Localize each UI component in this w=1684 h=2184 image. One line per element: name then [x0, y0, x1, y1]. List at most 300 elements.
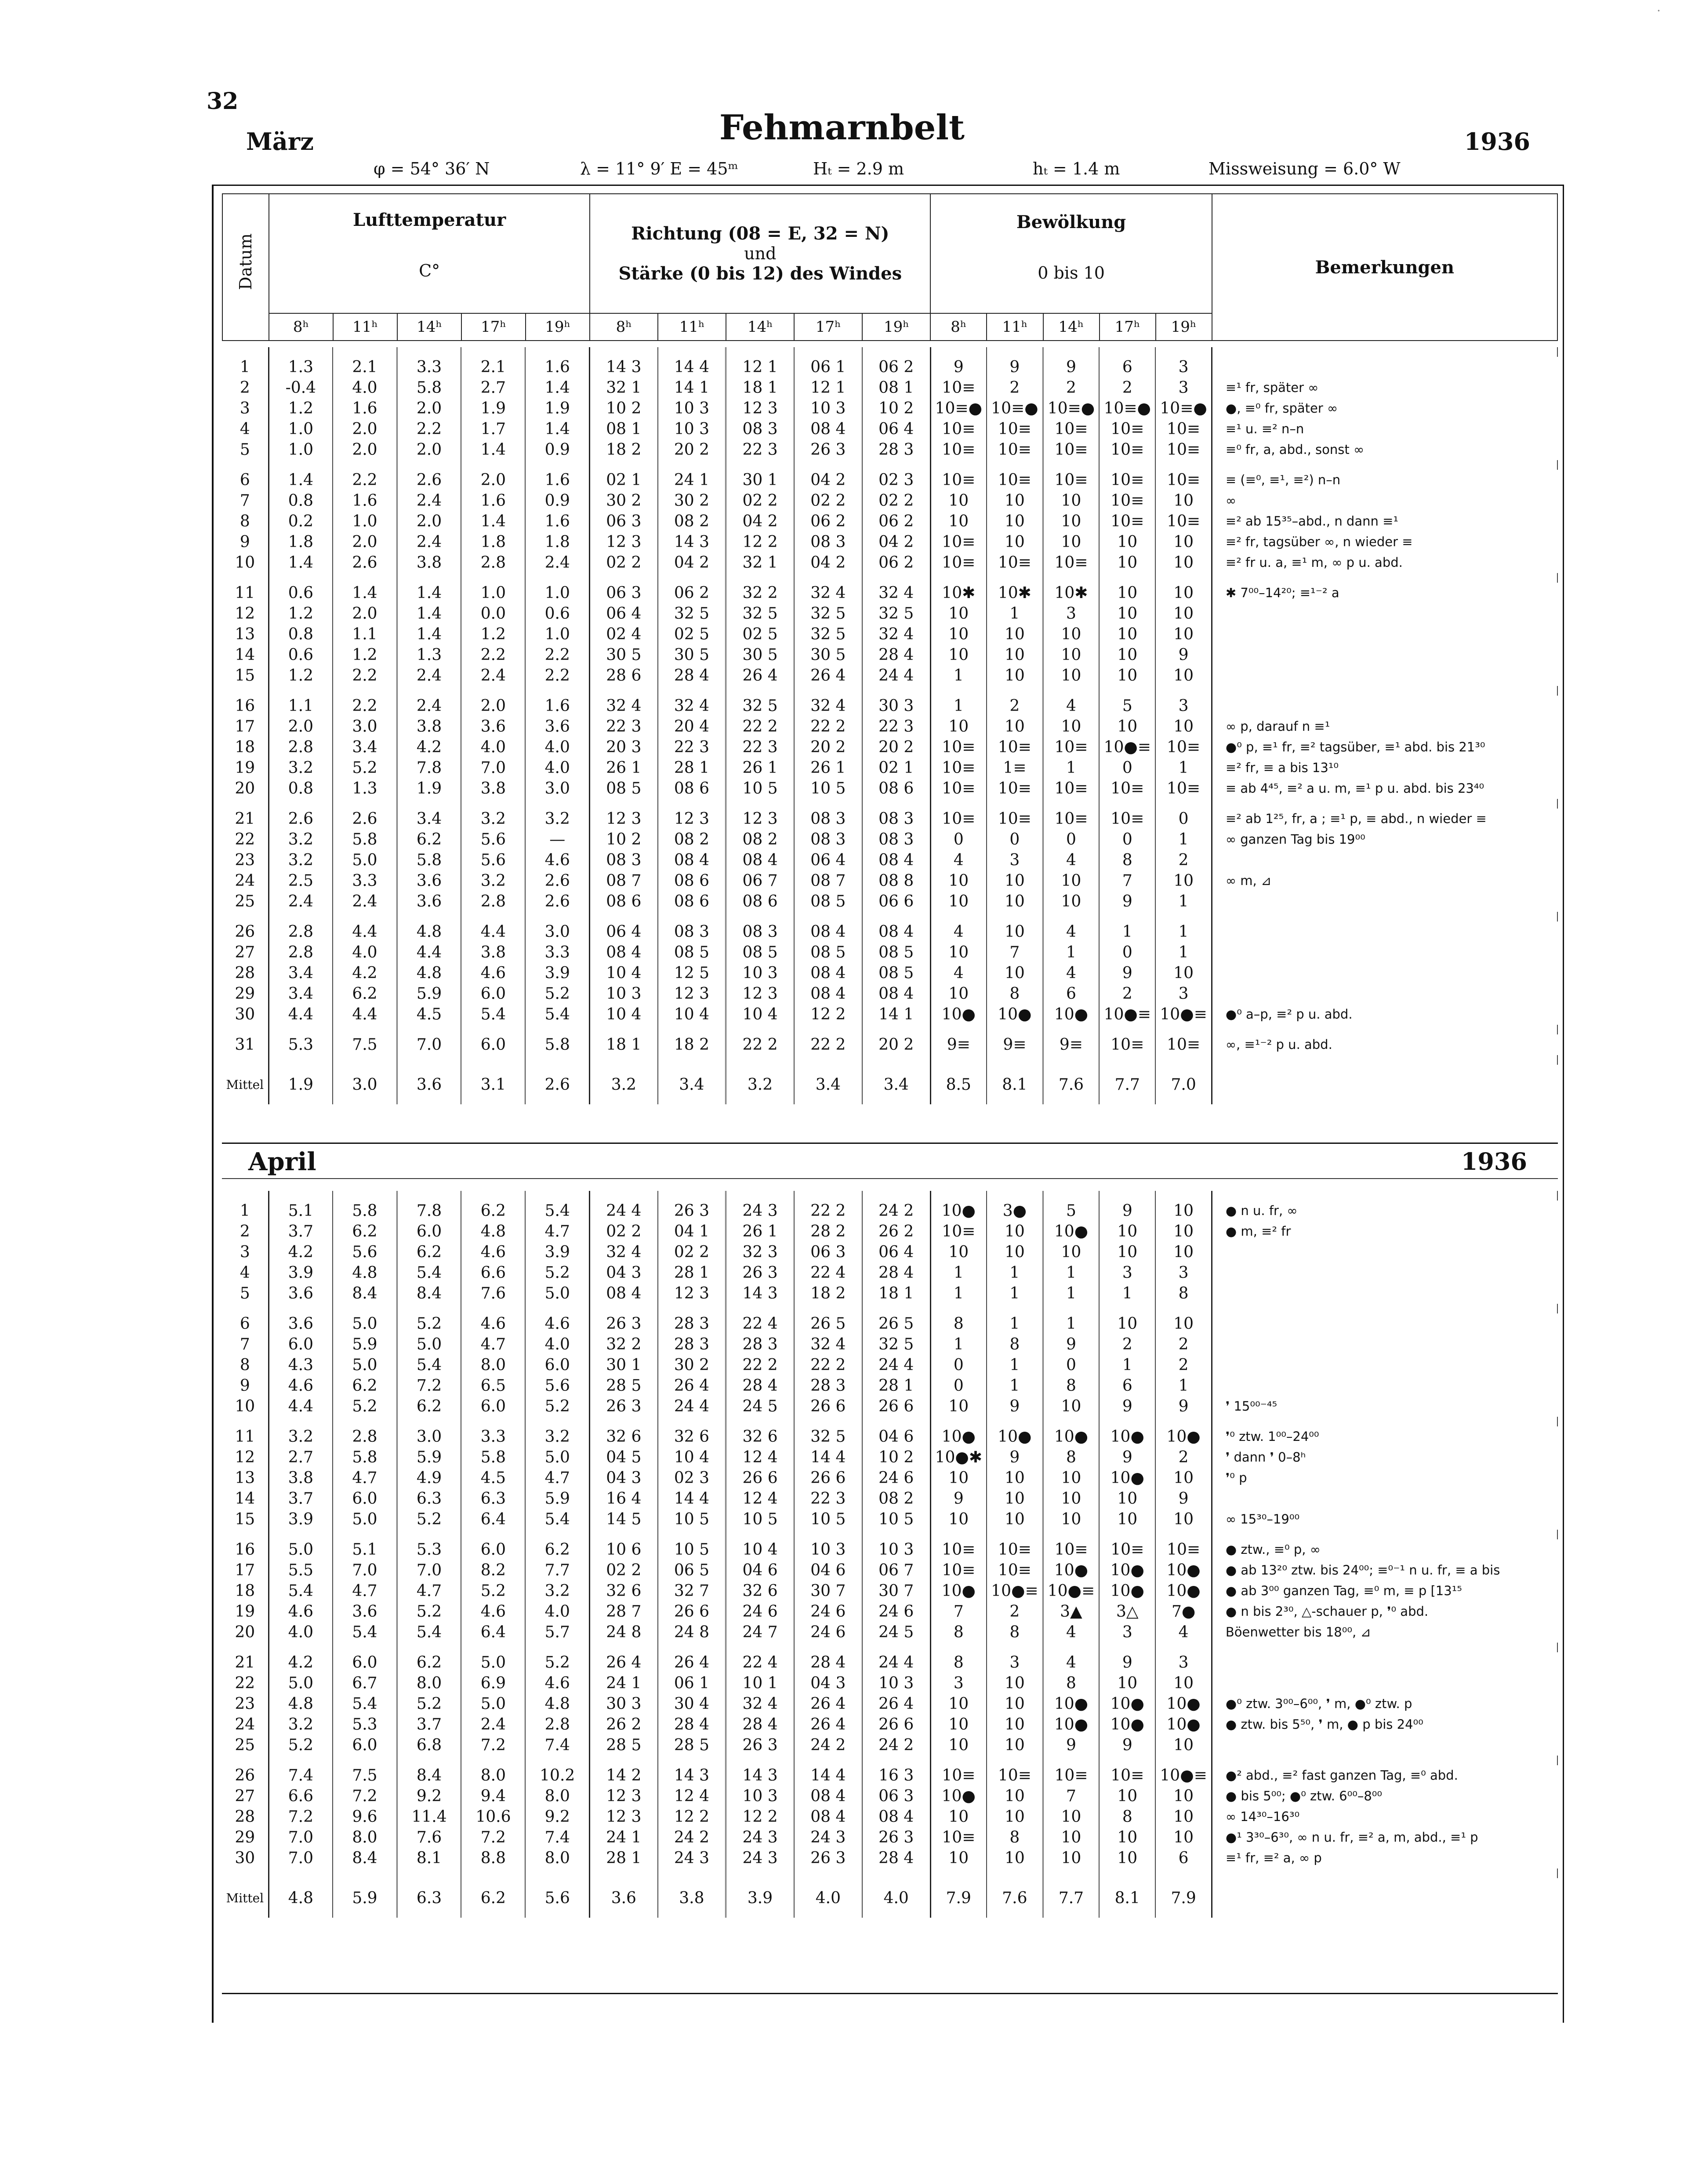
gap-cell — [1155, 912, 1212, 921]
mean-cloud: 7.7 — [1043, 1878, 1099, 1918]
temperature-cell: 6.3 — [397, 1488, 461, 1509]
gap-cell — [590, 1643, 658, 1652]
wind-cell: 14 2 — [590, 1765, 658, 1786]
wind-cell: 22 2 — [726, 1355, 794, 1375]
wind-cell: 06 4 — [862, 1242, 930, 1263]
cloud-cell: 10● — [1043, 1560, 1099, 1581]
wind-cell: 24 3 — [794, 1827, 862, 1848]
day-cell: 17 — [222, 1560, 269, 1581]
temperature-cell: 5.4 — [333, 1622, 397, 1643]
cloud-cell: 10≡ — [1099, 470, 1155, 490]
day-cell: 31 — [222, 1034, 269, 1055]
cloud-cell: 10● — [1099, 1468, 1155, 1488]
cloud-title: Bewölkung — [1016, 211, 1126, 232]
cloud-cell: 1 — [930, 696, 987, 716]
temperature-cell: 6.3 — [461, 1488, 525, 1509]
gap-cell — [269, 1417, 333, 1426]
wind-cell: 12 3 — [726, 809, 794, 829]
remark-cell: ● ab 13²⁰ ztw. bis 24⁰⁰; ≡⁰⁻¹ n u. fr, ≡ a bis — [1225, 1563, 1500, 1578]
day-cell: 17 — [222, 716, 269, 737]
cloud-cell: 10≡ — [1043, 737, 1099, 758]
cloud-cell: 10 — [1099, 532, 1155, 552]
gap-cell — [269, 1304, 333, 1313]
temperature-cell: 4.9 — [397, 1468, 461, 1488]
temperature-cell: 6.0 — [461, 1539, 525, 1560]
wind-cell: 04 2 — [658, 552, 726, 573]
cloud-cell: 10●≡ — [1043, 1581, 1099, 1601]
gap-cell — [397, 1530, 461, 1539]
mean-wind: 3.4 — [862, 1065, 930, 1104]
temperature-cell: 8.4 — [397, 1765, 461, 1786]
wind-cell: 04 3 — [590, 1468, 658, 1488]
gap-cell — [1212, 1868, 1557, 1878]
wind-cell: 06 2 — [862, 552, 930, 573]
cloud-cell: 9 — [1155, 645, 1212, 665]
gap-cell — [862, 686, 930, 696]
gap-cell — [1155, 460, 1212, 470]
gap-cell — [987, 1868, 1043, 1878]
remark-cell: ● m, ≡² fr — [1225, 1224, 1291, 1239]
cloud-cell: 10✱ — [987, 583, 1043, 603]
temperature-cell: 5.4 — [333, 1694, 397, 1714]
temperature-cell: 2.8 — [269, 921, 333, 942]
table-row — [222, 1334, 1557, 1355]
temperature-cell: 2.6 — [525, 891, 589, 912]
temperature-cell: 5.3 — [397, 1539, 461, 1560]
gap-cell — [794, 1643, 862, 1652]
temperature-cell: 1.3 — [269, 357, 333, 377]
time-header-t-0: 8ʰ — [269, 313, 333, 341]
wind-cell: 24 3 — [726, 1848, 794, 1868]
wind-cell: 30 2 — [658, 1355, 726, 1375]
sea-height: Hₜ = 2.9 m — [813, 159, 904, 178]
cloud-cell: 1 — [987, 1355, 1043, 1375]
datum-label: Datum — [236, 233, 256, 290]
temperature-cell: 7.2 — [461, 1827, 525, 1848]
table-row — [222, 1673, 1557, 1694]
temperature-cell: 5.8 — [333, 829, 397, 850]
temperature-cell: 6.8 — [397, 1735, 461, 1756]
cloud-cell: 10≡ — [1099, 439, 1155, 460]
gap-cell — [590, 1530, 658, 1539]
remark-cell — [1212, 603, 1557, 624]
temperature-cell: 5.0 — [461, 1652, 525, 1673]
gap-cell — [397, 1025, 461, 1034]
temperature-cell: 2.0 — [461, 696, 525, 716]
remark-cell: ● ab 3⁰⁰ ganzen Tag, ≡⁰ m, ≡ p [13¹⁵ — [1225, 1583, 1462, 1598]
temperature-cell: 3.6 — [269, 1313, 333, 1334]
gap-cell — [1043, 799, 1099, 809]
temperature-cell: 0.8 — [269, 624, 333, 645]
cloud-cell: 1≡ — [987, 758, 1043, 778]
day-cell: 27 — [222, 942, 269, 963]
gap-cell — [930, 460, 987, 470]
table-row — [222, 1622, 1557, 1643]
gap-cell — [1099, 686, 1155, 696]
wind-cell: 32 5 — [794, 624, 862, 645]
wind-cell: 10 4 — [590, 963, 658, 983]
table-row — [222, 1004, 1557, 1025]
wind-cell: 08 5 — [794, 891, 862, 912]
gap-cell — [222, 1417, 269, 1426]
temperature-cell: 3.2 — [461, 871, 525, 891]
wind-cell: 14 1 — [862, 1004, 930, 1025]
table-row — [222, 737, 1557, 758]
wind-cell: 26 3 — [794, 1848, 862, 1868]
wind-cell: 08 4 — [794, 921, 862, 942]
day-cell: 26 — [222, 1765, 269, 1786]
wind-cell: 28 2 — [794, 1221, 862, 1242]
remark-cell: ❜ 15⁰⁰⁻⁴⁵ — [1225, 1399, 1278, 1414]
gap-cell — [590, 1417, 658, 1426]
temperature-cell: 8.0 — [333, 1827, 397, 1848]
wind-cell: 06 3 — [862, 1786, 930, 1807]
cloud-cell: 10≡ — [1155, 419, 1212, 439]
cloud-cell: 10 — [1043, 1509, 1099, 1530]
remark-cell: ≡² fr, tagsüber ∞, n wieder ≡ — [1225, 534, 1413, 549]
cloud-cell: 10 — [1043, 891, 1099, 912]
temperature-cell: 7.2 — [269, 1807, 333, 1827]
temperature-cell: 3.8 — [461, 778, 525, 799]
wind-cell: 24 1 — [590, 1673, 658, 1694]
wind-cell: 26 6 — [862, 1396, 930, 1417]
temperature-cell: 6.6 — [269, 1786, 333, 1807]
cloud-cell: 3 — [1155, 983, 1212, 1004]
wind-cell: 08 5 — [658, 942, 726, 963]
temperature-cell: 0.9 — [525, 439, 589, 460]
wind-cell: 08 3 — [794, 532, 862, 552]
temperature-cell: 2.0 — [269, 716, 333, 737]
wind-cell: 24 4 — [862, 1652, 930, 1673]
gap-cell — [930, 912, 987, 921]
gap-cell — [1099, 347, 1155, 357]
cloud-cell: 10●≡ — [1099, 737, 1155, 758]
cloud-cell: 2 — [1155, 850, 1212, 871]
gap-cell — [1099, 1868, 1155, 1878]
wind-cell: 24 6 — [862, 1468, 930, 1488]
wind-cell: 06 1 — [794, 357, 862, 377]
temperature-cell: 1.8 — [461, 532, 525, 552]
temperature-cell: — — [525, 829, 589, 850]
gap-cell — [794, 1304, 862, 1313]
gap-cell — [1043, 1530, 1099, 1539]
cloud-cell: 9 — [1099, 1447, 1155, 1468]
temperature-cell: 7.4 — [525, 1735, 589, 1756]
temperature-cell: 1.6 — [333, 490, 397, 511]
gap-cell — [269, 1530, 333, 1539]
table-row — [222, 1221, 1557, 1242]
cloud-cell: 10 — [1099, 1827, 1155, 1848]
remark-cell: ●⁰ p, ≡¹ fr, ≡² tagsüber, ≡¹ abd. bis 21³⁰ — [1225, 740, 1485, 755]
wind-cell: 12 3 — [726, 983, 794, 1004]
temperature-cell: 7.6 — [397, 1827, 461, 1848]
cloud-cell: 3 — [1155, 696, 1212, 716]
remark-cell: ≡² fr, ≡ a bis 13¹⁰ — [1225, 760, 1339, 775]
table-row — [222, 871, 1557, 891]
cloud-cell: 10 — [1155, 1242, 1212, 1263]
cloud-cell: 3● — [987, 1201, 1043, 1221]
mean-row — [222, 1878, 1557, 1918]
gap-cell — [987, 573, 1043, 583]
table-row — [222, 942, 1557, 963]
temperature-cell: 3.3 — [525, 942, 589, 963]
cloud-cell: 10● — [987, 1004, 1043, 1025]
temperature-cell: 1.4 — [269, 552, 333, 573]
gap-cell — [1043, 912, 1099, 921]
time-header-w-2: 14ʰ — [726, 313, 794, 341]
temperature-cell: 3.0 — [525, 778, 589, 799]
cloud-cell: 8 — [930, 1652, 987, 1673]
temperature-cell: 4.0 — [525, 758, 589, 778]
temperature-cell: 4.3 — [269, 1355, 333, 1375]
temperature-cell: 1.9 — [461, 398, 525, 419]
wind-cell: 06 2 — [658, 583, 726, 603]
gap-cell — [222, 1756, 269, 1765]
wind-cell: 22 2 — [794, 1034, 862, 1055]
gap-cell — [1212, 1055, 1557, 1065]
cloud-cell: 10● — [1155, 1714, 1212, 1735]
day-cell: 15 — [222, 1509, 269, 1530]
cloud-cell: 10 — [1043, 490, 1099, 511]
temperature-cell: 0.8 — [269, 778, 333, 799]
cloud-cell: 0 — [930, 1355, 987, 1375]
temperature-cell: 11.4 — [397, 1807, 461, 1827]
wind-cell: 08 6 — [658, 778, 726, 799]
gap-cell — [930, 686, 987, 696]
cloud-cell: 10 — [987, 1848, 1043, 1868]
wind-cell: 12 5 — [658, 963, 726, 983]
wind-cell: 12 3 — [590, 1786, 658, 1807]
wind-cell: 14 3 — [590, 357, 658, 377]
cloud-cell: 1 — [1155, 758, 1212, 778]
wind-cell: 32 4 — [658, 696, 726, 716]
gap-cell — [794, 1025, 862, 1034]
gap-cell — [461, 1530, 525, 1539]
temperature-cell: 3.7 — [269, 1221, 333, 1242]
temperature-cell: 5.0 — [461, 1694, 525, 1714]
gap-cell — [1212, 1304, 1557, 1313]
gap-cell — [987, 460, 1043, 470]
day-cell: 13 — [222, 624, 269, 645]
gap-cell — [862, 1191, 930, 1201]
remark-cell: ≡⁰ fr, a, abd., sonst ∞ — [1225, 442, 1365, 457]
cloud-cell: 2 — [1155, 1447, 1212, 1468]
remark-cell: ≡ (≡⁰, ≡¹, ≡²) n–n — [1225, 472, 1341, 487]
cloud-cell: 10 — [1155, 716, 1212, 737]
cloud-cell: 10≡ — [1155, 470, 1212, 490]
gap-cell — [862, 1025, 930, 1034]
wind-cell: 08 3 — [794, 829, 862, 850]
temperature-cell: 2.2 — [525, 645, 589, 665]
wind-cell: 12 3 — [590, 532, 658, 552]
cloud-cell: 4 — [1155, 1622, 1212, 1643]
temperature-cell: 7.8 — [397, 1201, 461, 1221]
gap-cell — [525, 1868, 589, 1878]
gap-cell — [1099, 1643, 1155, 1652]
wind-cell: 14 3 — [658, 532, 726, 552]
day-cell: 6 — [222, 470, 269, 490]
temperature-cell: 4.7 — [333, 1468, 397, 1488]
cloud-cell: 1 — [930, 665, 987, 686]
gap-cell — [794, 1191, 862, 1201]
wind-title-line3: Stärke (0 bis 12) des Windes — [618, 263, 902, 284]
gap-cell — [726, 573, 794, 583]
temperature-cell: 1.4 — [269, 470, 333, 490]
wind-cell: 24 4 — [590, 1201, 658, 1221]
wind-cell: 10 5 — [658, 1539, 726, 1560]
remark-cell — [1212, 1735, 1557, 1756]
temperature-cell: 3.0 — [333, 716, 397, 737]
table-row — [222, 778, 1557, 799]
wind-cell: 22 3 — [590, 716, 658, 737]
gap-cell — [333, 347, 397, 357]
temperature-cell: 5.6 — [525, 1375, 589, 1396]
cloud-cell: 9 — [1099, 1652, 1155, 1673]
mean-wind: 3.4 — [794, 1065, 862, 1104]
time-header-t-1: 11ʰ — [333, 313, 397, 341]
mean-temperature: 3.6 — [397, 1065, 461, 1104]
wind-cell: 10 3 — [658, 398, 726, 419]
wind-cell: 28 4 — [658, 1714, 726, 1735]
cloud-cell: 10 — [930, 645, 987, 665]
remark-cell: Böenwetter bis 18⁰⁰, ⊿ — [1225, 1625, 1371, 1640]
temperature-cell: 3.3 — [333, 871, 397, 891]
temperature-cell: 2.8 — [461, 552, 525, 573]
wind-cell: 10 5 — [794, 1509, 862, 1530]
cloud-cell: 9 — [1043, 357, 1099, 377]
temperature-cell: 8.0 — [525, 1786, 589, 1807]
cloud-cell: 10 — [1155, 1509, 1212, 1530]
wind-cell: 22 3 — [658, 737, 726, 758]
gap-cell — [222, 1643, 269, 1652]
cloud-cell: 8 — [987, 1334, 1043, 1355]
gap-cell — [590, 1055, 658, 1065]
gap-cell — [333, 1417, 397, 1426]
temperature-cell: 4.0 — [333, 942, 397, 963]
wind-cell: 32 6 — [726, 1426, 794, 1447]
temperature-cell: 5.2 — [397, 1601, 461, 1622]
day-cell: 30 — [222, 1848, 269, 1868]
gap-cell — [987, 347, 1043, 357]
temperature-cell: 3.6 — [397, 891, 461, 912]
wind-cell: 26 3 — [658, 1201, 726, 1221]
wind-title-line2: und — [744, 244, 777, 263]
remark-cell: ● bis 5⁰⁰; ●⁰ ztw. 6⁰⁰–8⁰⁰ — [1225, 1789, 1383, 1803]
gap-cell — [930, 573, 987, 583]
temperature-cell: 1.6 — [525, 357, 589, 377]
cloud-cell: 10●≡ — [1099, 1004, 1155, 1025]
cloud-cell: 6 — [1155, 1848, 1212, 1868]
cloud-cell: 10≡ — [1043, 1539, 1099, 1560]
wind-cell: 08 4 — [590, 942, 658, 963]
declination: Missweisung = 6.0° W — [1209, 159, 1401, 178]
temperature-cell: 1.3 — [333, 778, 397, 799]
wind-cell: 08 4 — [862, 850, 930, 871]
gap-cell — [794, 1530, 862, 1539]
cloud-cell: 10● — [930, 1004, 987, 1025]
temperature-cell: 1.2 — [333, 645, 397, 665]
gap-cell — [525, 1643, 589, 1652]
gap-cell — [525, 1055, 589, 1065]
wind-cell: 26 1 — [794, 758, 862, 778]
remark-cell — [1212, 1283, 1557, 1304]
cloud-cell: 3 — [1155, 357, 1212, 377]
temperature-cell: 8.4 — [333, 1283, 397, 1304]
temperature-cell: 0.6 — [525, 603, 589, 624]
cloud-cell: 10≡ — [987, 737, 1043, 758]
remark-cell — [1212, 665, 1557, 686]
temperature-cell: 1.4 — [461, 439, 525, 460]
temperature-cell: 6.2 — [397, 1396, 461, 1417]
temperature-cell: 8.0 — [525, 1848, 589, 1868]
gap-cell — [862, 460, 930, 470]
gap-cell — [269, 799, 333, 809]
temperature-cell: 4.7 — [333, 1581, 397, 1601]
wind-cell: 32 4 — [590, 1242, 658, 1263]
gap-cell — [222, 1868, 269, 1878]
mean-temperature: 4.8 — [269, 1878, 333, 1918]
mean-temperature: 6.2 — [461, 1878, 525, 1918]
cloud-cell: 10≡ — [987, 470, 1043, 490]
cloud-cell: 6 — [1043, 983, 1099, 1004]
temperature-cell: 3.6 — [525, 716, 589, 737]
wind-cell: 08 4 — [862, 1807, 930, 1827]
gap-cell — [794, 912, 862, 921]
cloud-cell: 10≡● — [1099, 398, 1155, 419]
cloud-cell: 10≡ — [1043, 470, 1099, 490]
gap-cell — [1212, 1643, 1557, 1652]
temperature-cell: 3.2 — [269, 829, 333, 850]
gap-cell — [658, 686, 726, 696]
wind-cell: 10 2 — [590, 829, 658, 850]
temperature-cell: 4.5 — [397, 1004, 461, 1025]
gap-cell — [794, 460, 862, 470]
cloud-cell: 10 — [1043, 624, 1099, 645]
day-cell: 28 — [222, 1807, 269, 1827]
temperature-cell: 2.4 — [461, 665, 525, 686]
cloud-cell: 0 — [1099, 942, 1155, 963]
cloud-cell: 9≡ — [987, 1034, 1043, 1055]
cloud-cell: 3 — [1155, 1652, 1212, 1673]
gap-cell — [1043, 1025, 1099, 1034]
temperature-cell: 1.2 — [269, 665, 333, 686]
temperature-cell: 4.2 — [269, 1242, 333, 1263]
cloud-cell: 10 — [987, 532, 1043, 552]
month-title: März — [246, 127, 314, 156]
wind-cell: 24 2 — [794, 1735, 862, 1756]
day-cell: 18 — [222, 1581, 269, 1601]
day-cell: 21 — [222, 1652, 269, 1673]
cloud-cell: 10≡ — [930, 809, 987, 829]
wind-cell: 08 3 — [862, 829, 930, 850]
table-row — [222, 891, 1557, 912]
gap-cell — [794, 799, 862, 809]
table-row — [222, 1201, 1557, 1221]
remark-cell: ● n u. fr, ∞ — [1225, 1203, 1298, 1218]
wind-cell: 20 2 — [794, 737, 862, 758]
wind-cell: 14 3 — [658, 1765, 726, 1786]
gap-cell — [862, 912, 930, 921]
gap-cell — [269, 1191, 333, 1201]
time-header-w-0: 8ʰ — [590, 313, 658, 341]
year-title: 1936 — [1464, 127, 1530, 156]
mean-wind: 3.9 — [726, 1878, 794, 1918]
wind-cell: 26 4 — [590, 1652, 658, 1673]
wind-cell: 08 4 — [794, 419, 862, 439]
bottom-rule — [222, 1993, 1558, 1994]
remark-cell: ● ztw. bis 5⁵⁰, ❜ m, ● p bis 24⁰⁰ — [1225, 1717, 1423, 1732]
cloud-cell: 10 — [1155, 871, 1212, 891]
